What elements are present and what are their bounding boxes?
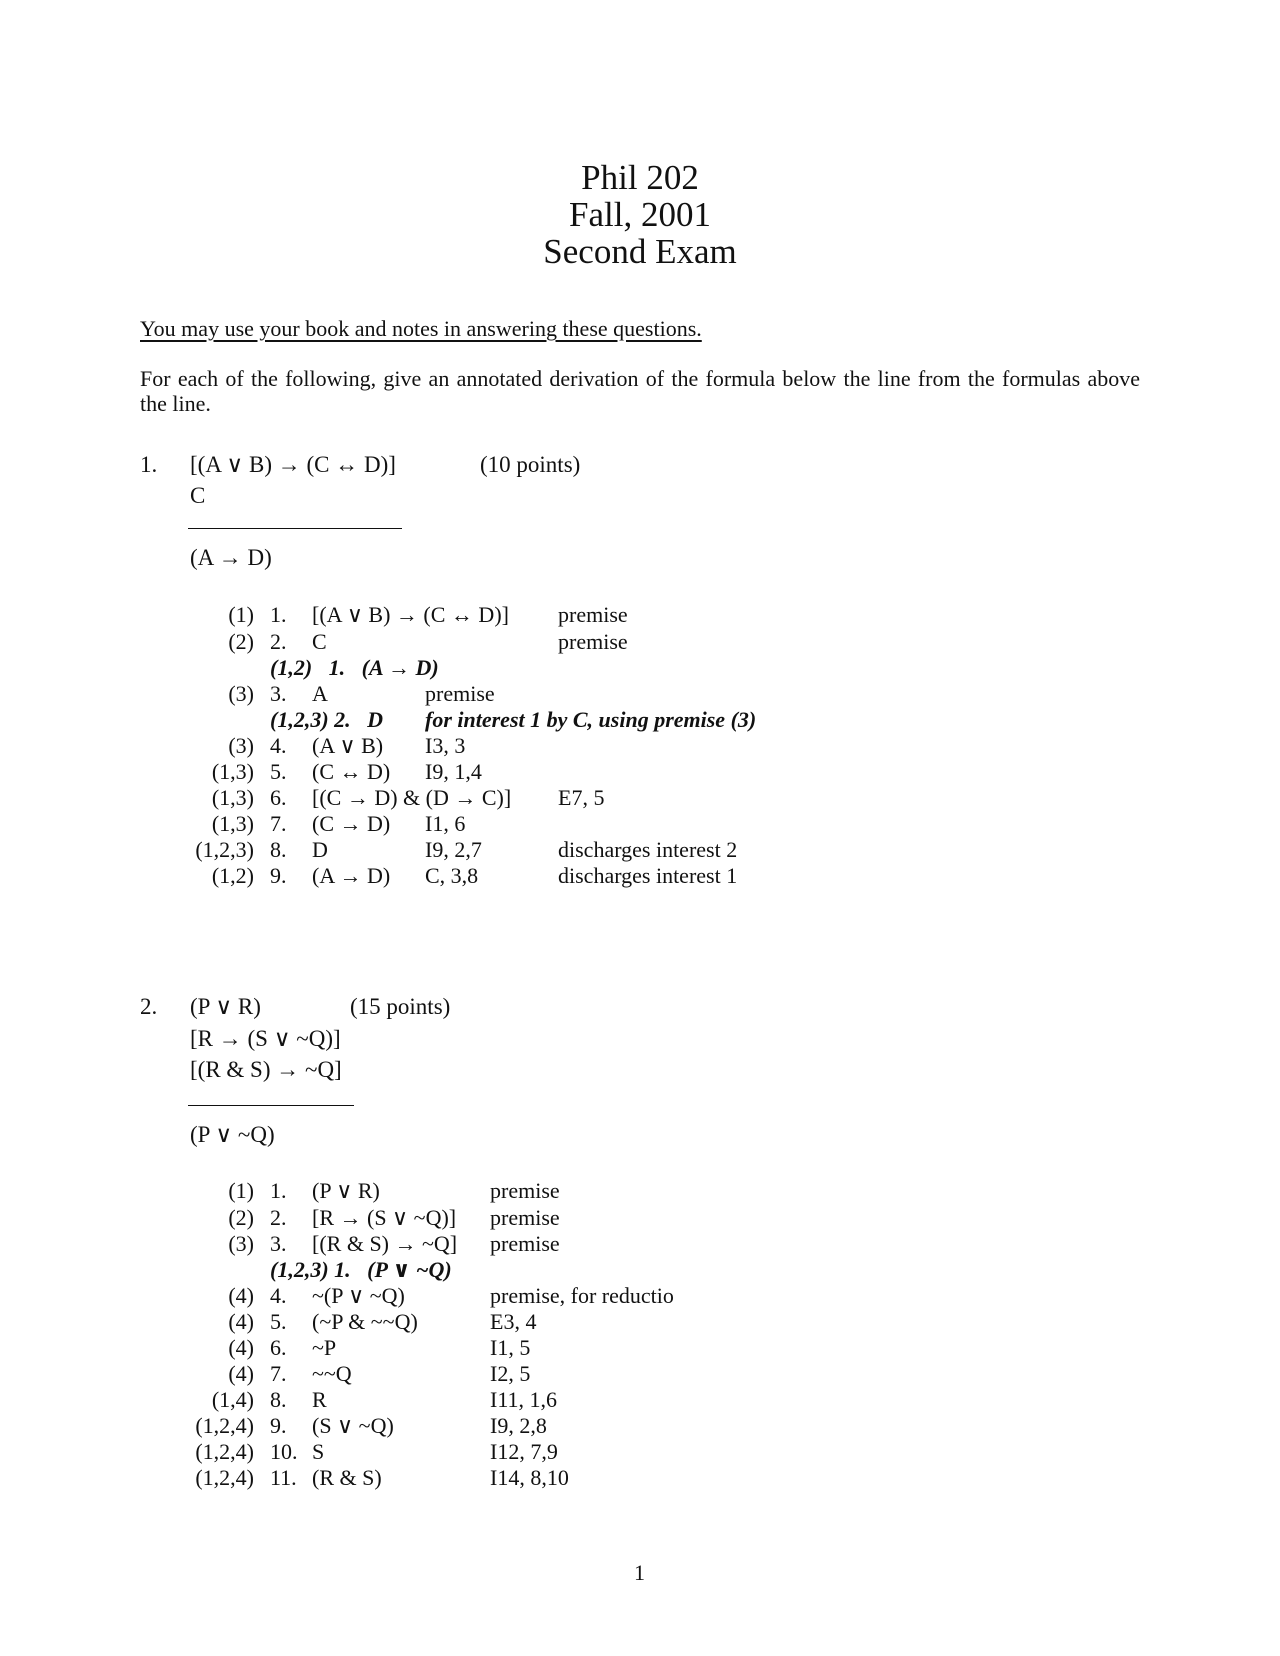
line-formula: (C ↔ D) bbox=[312, 759, 391, 784]
premise-formula: [(R & S) → ~Q] bbox=[190, 1057, 342, 1082]
line-annotation: premise bbox=[490, 1205, 560, 1230]
line-deps: (1,2,4) bbox=[195, 1465, 254, 1490]
line-number: 3. bbox=[270, 1231, 287, 1256]
line-annotation: premise, for reductio bbox=[490, 1283, 674, 1308]
line-annotation: C, 3,8 bbox=[425, 863, 479, 888]
line-formula: (C → D) bbox=[312, 811, 391, 836]
line-formula: (P ∨ R) bbox=[312, 1178, 380, 1203]
line-deps: (1,2) bbox=[211, 863, 254, 888]
line-formula: (~P & ~~Q) bbox=[312, 1309, 418, 1334]
line-formula: (R & S) bbox=[312, 1465, 382, 1490]
line-formula: [(R & S) → ~Q] bbox=[312, 1231, 458, 1256]
line-deps: (2) bbox=[228, 1205, 254, 1230]
line-deps: (3) bbox=[228, 681, 254, 706]
instructions: For each of the following, give an annotated derivation of the formula below the line from the formulas above the line. bbox=[140, 366, 1140, 416]
line-number: 8. bbox=[270, 837, 287, 862]
points-label: (10 points) bbox=[480, 452, 581, 477]
line-deps: (1,3) bbox=[211, 759, 254, 784]
points-label: (15 points) bbox=[350, 994, 451, 1019]
line-formula: S bbox=[312, 1439, 325, 1464]
premise-formula: C bbox=[190, 483, 206, 508]
interest-line: (1,2) 1. (A → D) bbox=[270, 655, 439, 680]
line-formula: (A → D) bbox=[312, 863, 391, 888]
line-formula: [(A ∨ B) → (C ↔ D)] bbox=[312, 602, 509, 627]
conclusion-formula: (P ∨ ~Q) bbox=[190, 1122, 275, 1147]
line-deps: (4) bbox=[228, 1309, 254, 1334]
line-annotation: premise bbox=[558, 629, 628, 654]
line-annotation: E7, 5 bbox=[558, 785, 605, 810]
line-number: 4. bbox=[270, 733, 287, 758]
exam-title: Second Exam bbox=[543, 232, 737, 271]
line-number: 9. bbox=[270, 1413, 287, 1438]
line-formula: ~(P ∨ ~Q) bbox=[312, 1283, 405, 1308]
line-formula: D bbox=[312, 837, 328, 862]
conclusion-formula: (A → D) bbox=[190, 545, 272, 570]
line-number: 7. bbox=[270, 811, 287, 836]
line-remark: discharges interest 1 bbox=[558, 863, 738, 888]
conclusion-rule bbox=[188, 528, 402, 529]
line-deps: (4) bbox=[228, 1335, 254, 1360]
line-formula: ~P bbox=[312, 1335, 337, 1360]
course-title: Phil 202 bbox=[581, 158, 699, 197]
interest-line: (1,2,3) 2. D bbox=[270, 707, 384, 732]
line-number: 1. bbox=[270, 1178, 287, 1203]
line-number: 10. bbox=[270, 1439, 298, 1464]
interest-line: (1,2,3) 1. (P ∨ ~Q) bbox=[270, 1257, 452, 1282]
line-formula: [(C → D) & (D → C)] bbox=[312, 785, 512, 810]
problem-number: 2. bbox=[140, 994, 158, 1019]
line-formula: R bbox=[312, 1387, 327, 1412]
line-formula: A bbox=[312, 681, 328, 706]
line-remark: discharges interest 2 bbox=[558, 837, 738, 862]
line-annotation: premise bbox=[425, 681, 495, 706]
line-annotation: I12, 7,9 bbox=[490, 1439, 558, 1464]
line-number: 5. bbox=[270, 759, 287, 784]
line-number: 6. bbox=[270, 785, 287, 810]
line-annotation: premise bbox=[490, 1178, 560, 1203]
notice: You may use your book and notes in answering these questions. bbox=[140, 316, 702, 341]
line-deps: (1,3) bbox=[211, 811, 254, 836]
line-deps: (1,2,4) bbox=[195, 1413, 254, 1438]
line-number: 9. bbox=[270, 863, 287, 888]
conclusion-rule bbox=[188, 1105, 354, 1106]
line-formula: ~~Q bbox=[312, 1361, 352, 1386]
line-deps: (1,2,3) bbox=[195, 837, 254, 862]
page-number: 1 bbox=[634, 1560, 645, 1585]
line-annotation: I2, 5 bbox=[490, 1361, 531, 1386]
line-annotation: I11, 1,6 bbox=[490, 1387, 558, 1412]
line-number: 1. bbox=[270, 602, 287, 627]
line-deps: (1) bbox=[228, 602, 254, 627]
line-deps: (1) bbox=[228, 1178, 254, 1203]
line-number: 4. bbox=[270, 1283, 287, 1308]
line-deps: (1,3) bbox=[211, 785, 254, 810]
line-annotation: E3, 4 bbox=[490, 1309, 537, 1334]
line-annotation: premise bbox=[558, 602, 628, 627]
line-number: 2. bbox=[270, 1205, 287, 1230]
premise-formula: (P ∨ R) bbox=[190, 994, 261, 1019]
line-annotation: I9, 2,7 bbox=[425, 837, 482, 862]
line-formula: (A ∨ B) bbox=[312, 733, 384, 758]
line-deps: (3) bbox=[228, 733, 254, 758]
premise-formula: [R → (S ∨ ~Q)] bbox=[190, 1026, 341, 1051]
line-annotation: I9, 2,8 bbox=[490, 1413, 547, 1438]
line-annotation: I3, 3 bbox=[425, 733, 466, 758]
line-number: 7. bbox=[270, 1361, 287, 1386]
line-annotation: I1, 6 bbox=[425, 811, 466, 836]
premise-formula: [(A ∨ B) → (C ↔ D)] bbox=[190, 452, 396, 477]
line-number: 5. bbox=[270, 1309, 287, 1334]
line-annotation: premise bbox=[490, 1231, 560, 1256]
line-number: 3. bbox=[270, 681, 287, 706]
line-number: 8. bbox=[270, 1387, 287, 1412]
line-annotation: I9, 1,4 bbox=[425, 759, 482, 784]
line-annotation: I14, 8,10 bbox=[490, 1465, 569, 1490]
line-deps: (1,2,4) bbox=[195, 1439, 254, 1464]
line-number: 6. bbox=[270, 1335, 287, 1360]
line-formula: C bbox=[312, 629, 327, 654]
line-formula: [R → (S ∨ ~Q)] bbox=[312, 1205, 457, 1230]
line-deps: (2) bbox=[228, 629, 254, 654]
problem-number: 1. bbox=[140, 452, 158, 477]
line-deps: (3) bbox=[228, 1231, 254, 1256]
line-formula: (S ∨ ~Q) bbox=[312, 1413, 394, 1438]
line-number: 11. bbox=[270, 1465, 297, 1490]
term-title: Fall, 2001 bbox=[569, 195, 711, 234]
line-deps: (4) bbox=[228, 1361, 254, 1386]
line-deps: (1,4) bbox=[211, 1387, 254, 1412]
interest-annotation: for interest 1 by C, using premise (3) bbox=[425, 707, 757, 732]
line-deps: (4) bbox=[228, 1283, 254, 1308]
line-annotation: I1, 5 bbox=[490, 1335, 531, 1360]
line-number: 2. bbox=[270, 629, 287, 654]
